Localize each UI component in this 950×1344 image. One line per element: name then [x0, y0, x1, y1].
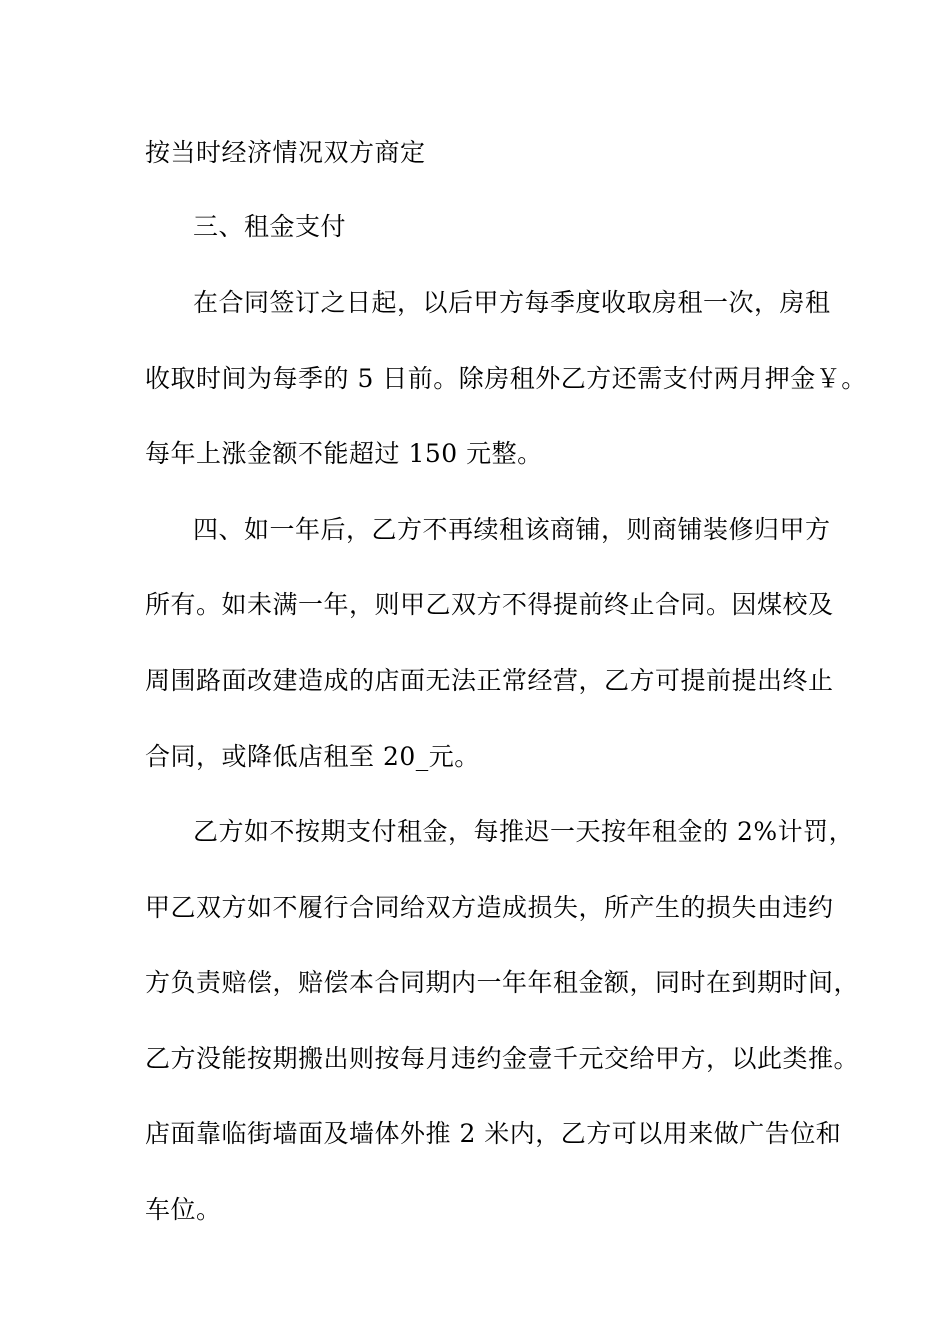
paragraph-line: 按当时经济情况双方商定 [145, 138, 426, 167]
section-heading-rent-payment: 三、租金支付 [193, 212, 347, 241]
paragraph-line: 方负责赔偿，赔偿本合同期内一年年租金额，同时在到期时间， [145, 968, 860, 997]
paragraph-line: 乙方如不按期支付租金，每推迟一天按年租金的 2%计罚， [193, 817, 855, 846]
paragraph-line: 甲乙双方如不履行合同给双方造成损失，所产生的损失由违约 [145, 893, 834, 922]
paragraph-line: 车位。 [145, 1195, 222, 1224]
paragraph-line: 收取时间为每季的 5 日前。除房租外乙方还需支付两月押金￥。 [145, 364, 867, 393]
paragraph-line: 四、如一年后，乙方不再续租该商铺，则商铺装修归甲方 [193, 515, 831, 544]
paragraph-line: 合同，或降低店租至 20_元。 [145, 742, 480, 771]
paragraph-line: 周围路面改建造成的店面无法正常经营，乙方可提前提出终止 [145, 666, 834, 695]
paragraph-line: 所有。如未满一年，则甲乙双方不得提前终止合同。因煤校及 [145, 590, 834, 619]
paragraph-line: 在合同签订之日起，以后甲方每季度收取房租一次，房租 [193, 288, 831, 317]
paragraph-line: 店面靠临街墙面及墙体外推 2 米内，乙方可以用来做广告位和 [145, 1119, 842, 1148]
paragraph-line: 乙方没能按期搬出则按每月违约金壹千元交给甲方，以此类推。 [145, 1044, 860, 1073]
paragraph-line: 每年上涨金额不能超过 150 元整。 [145, 439, 543, 468]
